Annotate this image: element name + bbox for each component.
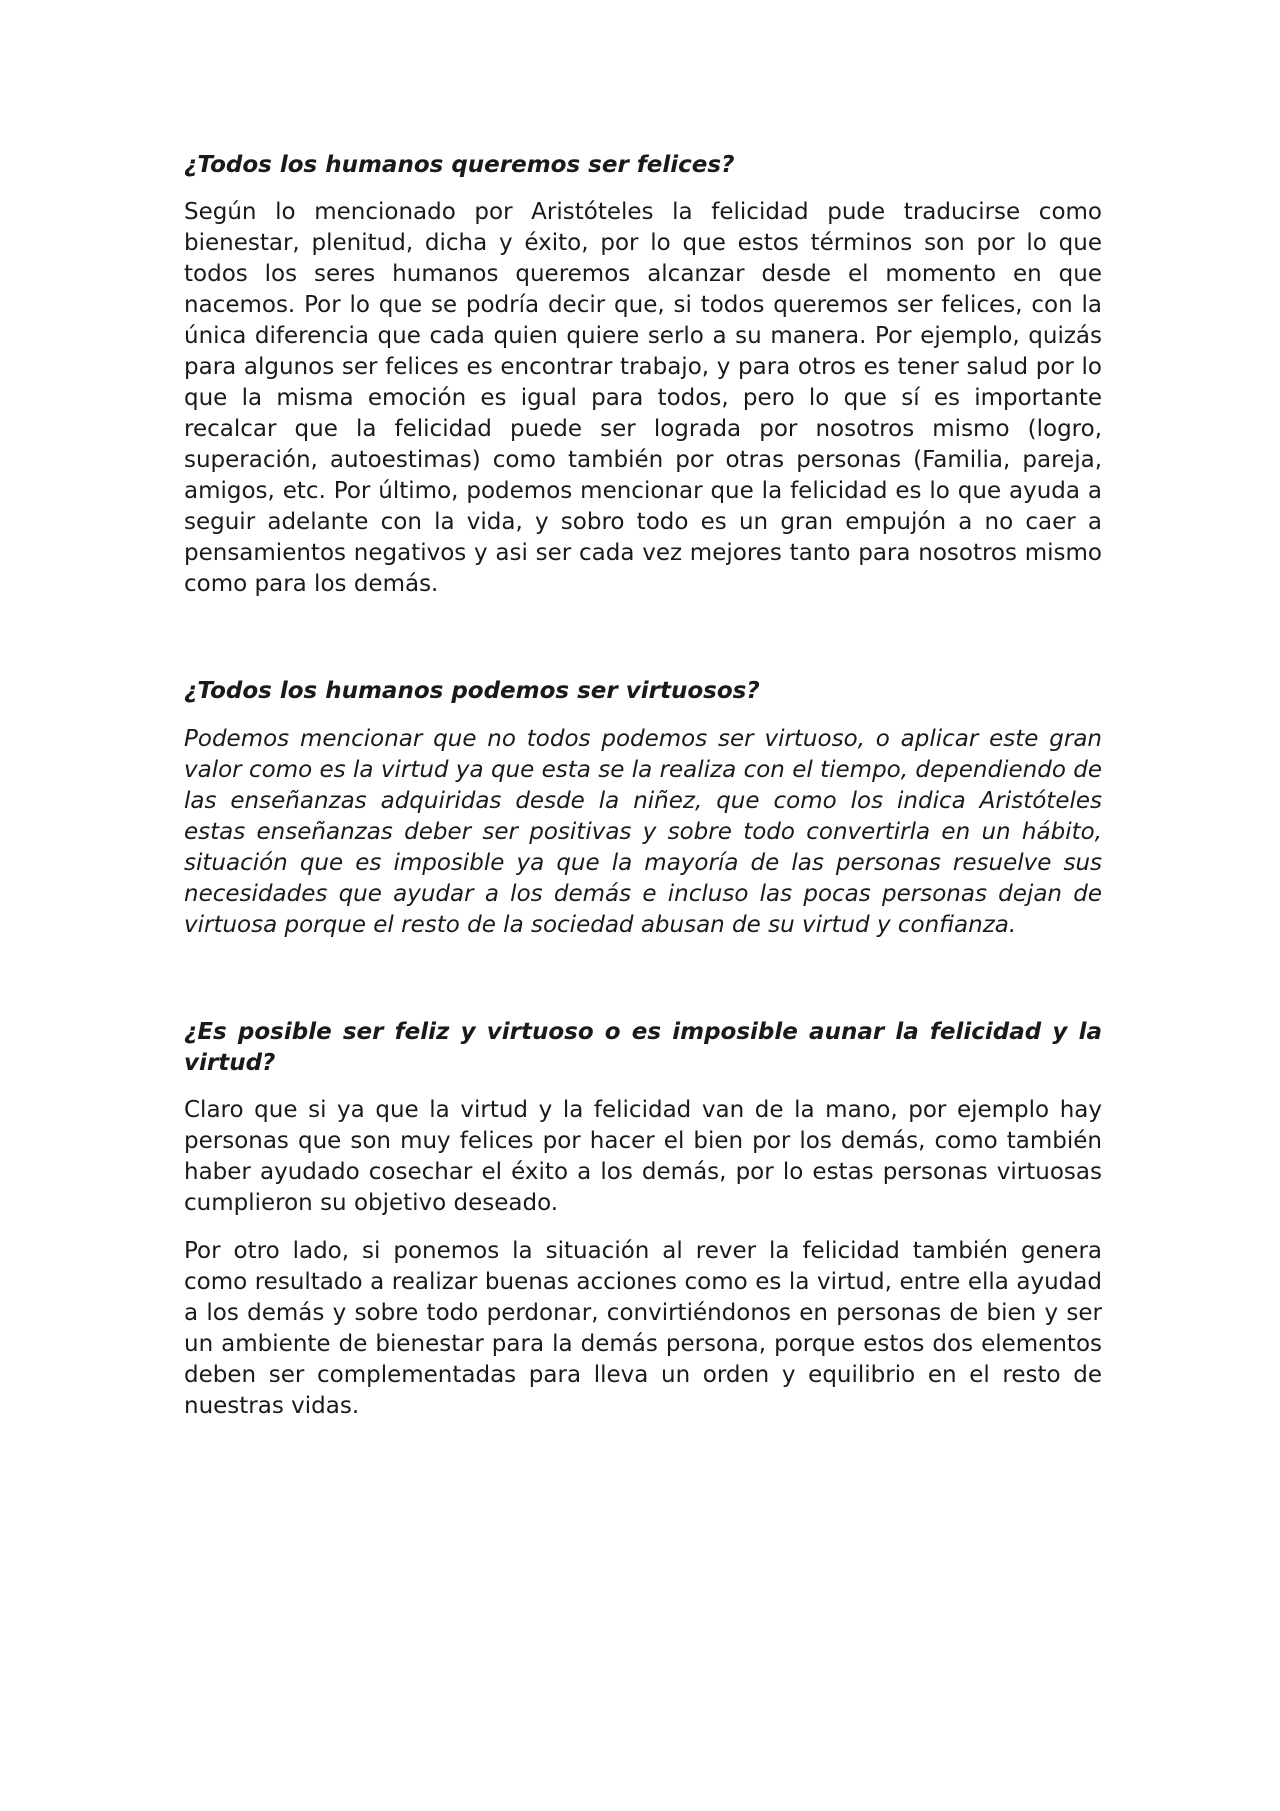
document-page bbox=[184, 150, 1102, 1422]
section-paragraph-happiness-and-virtue-1: Claro que si ya que la virtud y la felicidad van de la mano, por ejemplo hay personas que son muy felices por hacer el bien por los demás, como también haber ayudado cosechar el éxito a los demás, por lo estas personas virtuosas cumplieron su objetivo deseado. bbox=[184, 1097, 1102, 1216]
section-paragraph-happiness-and-virtue-2: Por otro lado, si ponemos la situación al rever la felicidad también genera como resultado a realizar buenas acciones como es la virtud, entre ella ayudad a los demás y sobre todo perdonar, convirtiéndonos en personas de bien y ser un ambiente de bienestar para la demás persona, porque estos dos elementos deben ser complementadas para lleva un orden y equilibrio en el resto de nuestras vidas. bbox=[184, 1238, 1102, 1419]
section-heading-happiness-and-virtue: ¿Es posible ser feliz y virtuoso o es imposible aunar la felicidad y la virtud? bbox=[184, 1019, 1102, 1076]
section-paragraph-happiness: Según lo mencionado por Aristóteles la felicidad pude traducirse como bienestar, plenitud, dicha y éxito, por lo que estos términos son por lo que todos los seres humanos queremos alcanzar desde el momento en que nacemos. Por lo que se podría decir que, si todos queremos ser felices, con la única diferencia que cada quien quiere serlo a su manera. Por ejemplo, quizás para algunos ser felices es encontrar trabajo, y para otros es tener salud por lo que la misma emoción es igual para todos, pero lo que sí es importante recalcar que la felicidad puede ser lograda por nosotros mismo (logro, superación, autoestimas) como también por otras personas (Familia, pareja, amigos, etc. Por último, podemos mencionar que la felicidad es lo que ayuda a seguir adelante con la vida, y sobro todo es un gran empujón a no caer a pensamientos negativos y asi ser cada vez mejores tanto para nosotros mismo como para los demás. bbox=[184, 199, 1102, 597]
section-heading-virtue: ¿Todos los humanos podemos ser virtuosos? bbox=[184, 678, 760, 704]
section-heading-happiness: ¿Todos los humanos queremos ser felices? bbox=[184, 152, 735, 178]
section-paragraph-virtue: Podemos mencionar que no todos podemos ser virtuoso, o aplicar este gran valor como es la virtud ya que esta se la realiza con el tiempo, dependiendo de las enseñanzas adquiridas desde la niñez, que como los indica Aristóteles estas enseñanzas deber ser positivas y sobre todo convertirla en un hábito, situación que es imposible ya que la mayoría de las personas resuelve sus necesidades que ayudar a los demás e incluso las pocas personas dejan de virtuosa porque el resto de la sociedad abusan de su virtud y confianza. bbox=[184, 726, 1102, 938]
